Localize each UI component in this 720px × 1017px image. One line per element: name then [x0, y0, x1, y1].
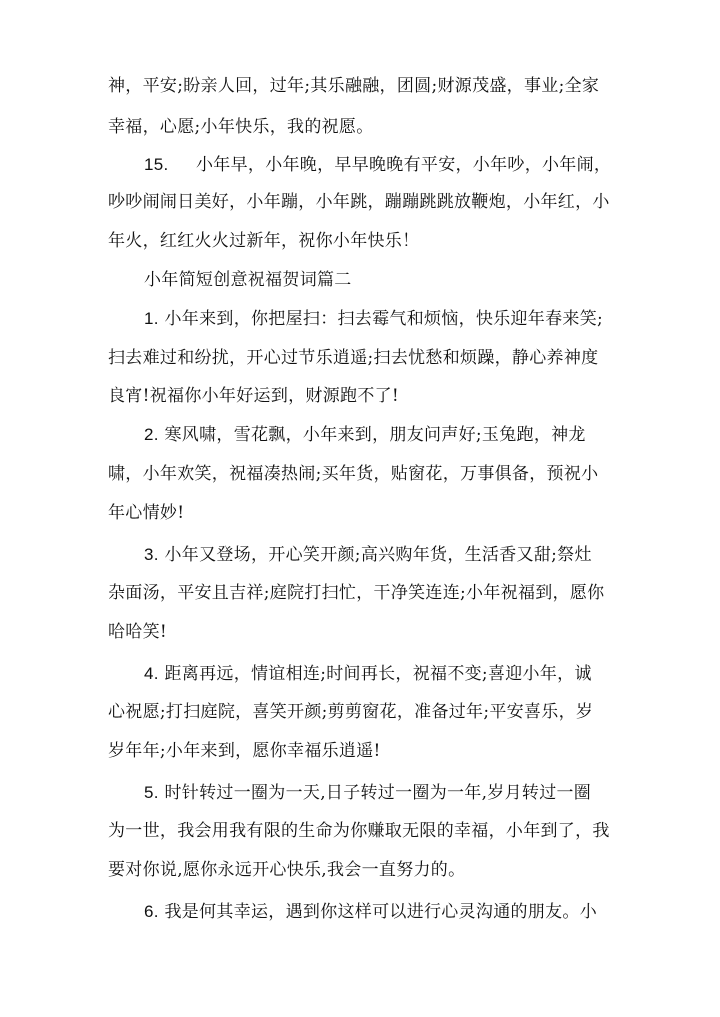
text-line: 吵吵闹闹日美好，小年蹦，小年跳，蹦蹦跳跳放鞭炮，小年红，小 — [108, 192, 610, 212]
text-line: 为一世，我会用我有限的生命为你赚取无限的幸福，小年到了，我 — [108, 821, 610, 841]
item-number: 3. — [144, 545, 159, 564]
text-line: 杂面汤，平安且吉祥;庭院打扫忙，干净笑连连;小年祝福到，愿你 — [108, 583, 605, 603]
item-number: 1. — [144, 309, 159, 328]
text-line: 良宵!祝福你小年好运到，财源跑不了! — [108, 386, 400, 406]
text-line: 幸福，心愿;小年快乐，我的祝愿。 — [108, 117, 374, 137]
list-item-5: 5. 时针转过一圈为一天,日子转过一圈为一年,岁月转过一圈 — [144, 783, 592, 803]
text-line: 心祝愿;打扫庭院，喜笑开颜;剪剪窗花，准备过年;平安喜乐，岁 — [108, 702, 594, 722]
text-line: 扫去难过和纷扰，开心过节乐逍遥;扫去忧愁和烦躁，静心养神度 — [108, 348, 599, 368]
text-line: 哈哈笑! — [108, 622, 168, 642]
list-item-1: 1. 小年来到，你把屋扫：扫去霉气和烦恼，快乐迎年春来笑; — [144, 309, 604, 329]
text-line: 年心情妙! — [108, 503, 185, 523]
text-line: 神，平安;盼亲人回，过年;其乐融融，团圆;财源茂盛，事业;全家 — [108, 76, 600, 96]
text-line: 啸，小年欢笑，祝福凑热闹;买年货，贴窗花，万事俱备，预祝小 — [108, 464, 599, 484]
list-item-15: 15. 小年早，小年晚，早早晚晚有平安，小年吵，小年闹， — [144, 150, 628, 180]
item-number: 6. — [144, 902, 159, 921]
list-item-3: 3. 小年又登场，开心笑开颜;高兴购年货，生活香又甜;祭灶 — [144, 545, 592, 565]
section-heading: 小年简短创意祝福贺词篇二 — [144, 270, 352, 290]
text-line: 要对你说,愿你永远开心快乐,我会一直努力的。 — [108, 860, 466, 880]
text-line: 岁年年;小年来到，愿你幸福乐逍遥! — [108, 741, 381, 761]
item-number: 4. — [144, 664, 159, 683]
list-item-6: 6. 我是何其幸运，遇到你这样可以进行心灵沟通的朋友。小 — [144, 902, 597, 922]
text-line: 年火，红红火火过新年，祝你小年快乐！ — [108, 231, 420, 251]
list-item-2: 2. 寒风啸，雪花飘，小年来到，朋友问声好;玉兔跑，神龙 — [144, 425, 586, 445]
item-number: 2. — [144, 425, 159, 444]
list-item-4: 4. 距离再远，情谊相连;时间再长，祝福不变;喜迎小年，诚 — [144, 664, 592, 684]
item-number: 15. — [144, 155, 169, 174]
item-number: 5. — [144, 783, 159, 802]
